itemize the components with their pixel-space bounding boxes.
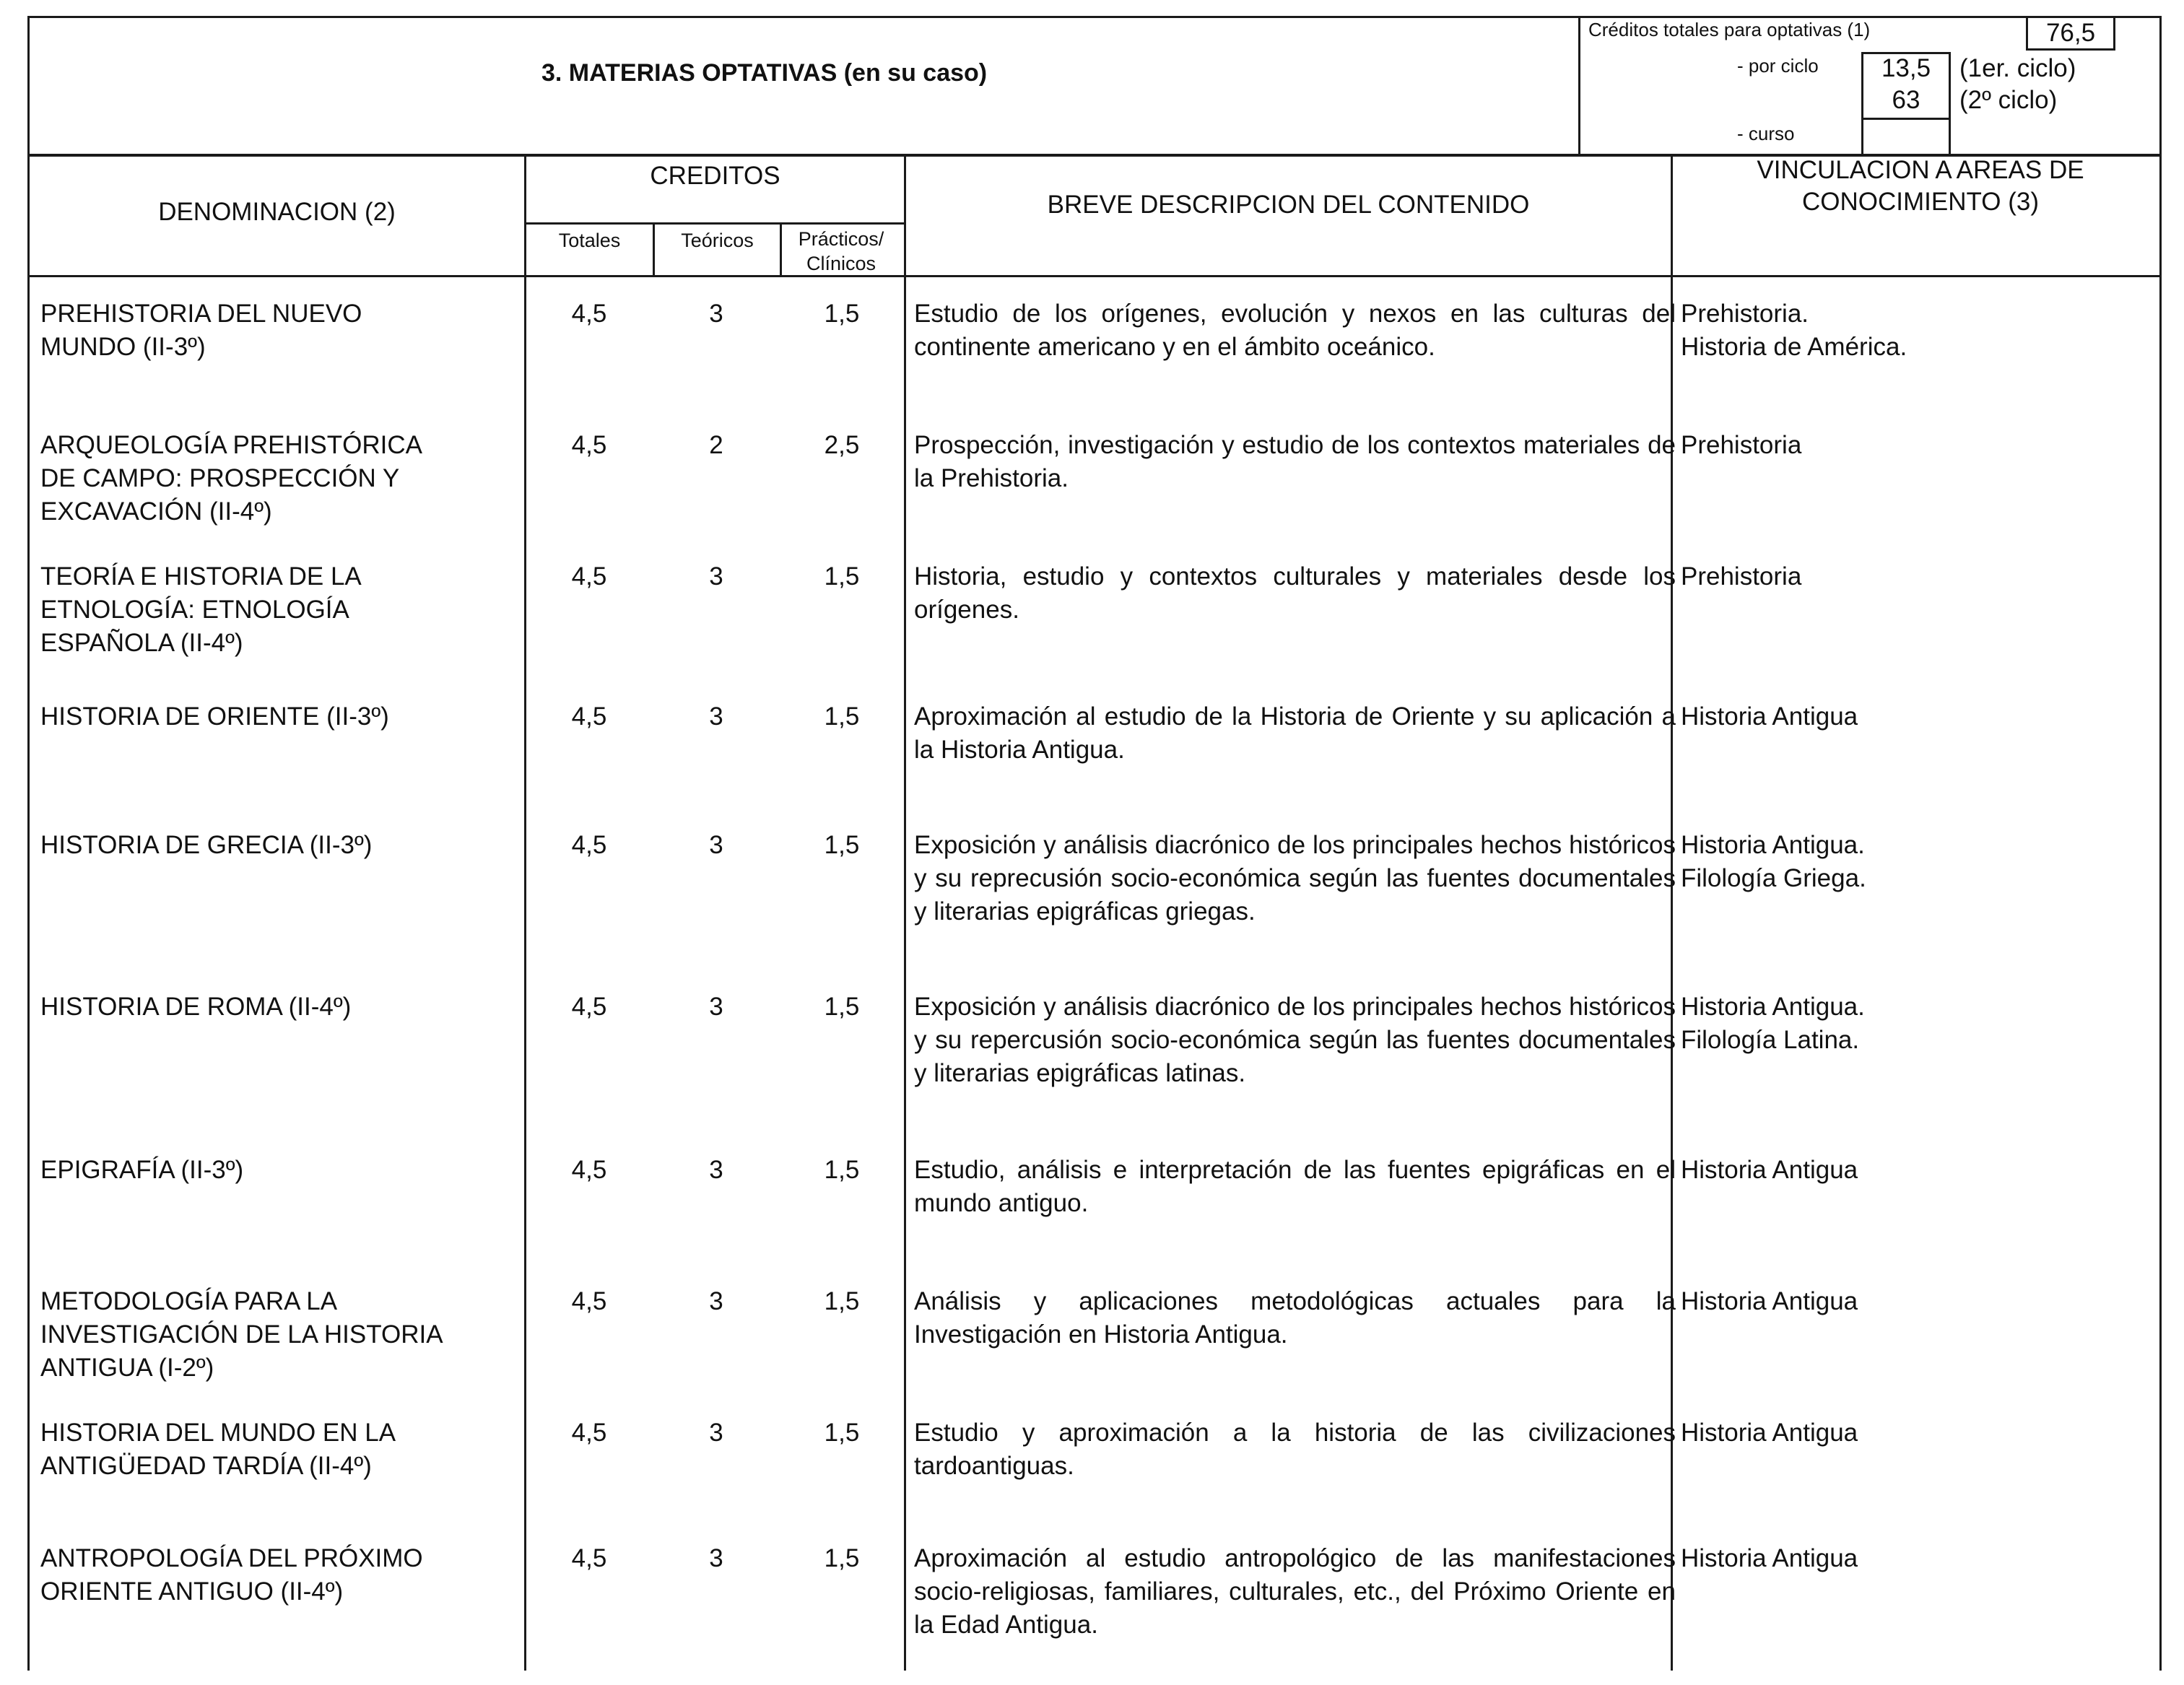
knowledge-areas: Prehistoria (1681, 431, 1802, 459)
subject-name: ANTROPOLOGÍA DEL PRÓXIMO ORIENTE ANTIGUO (II-4º) (40, 1544, 423, 1606)
knowledge-areas: Historia Antigua. Filología Latina. (1681, 993, 1865, 1054)
credits-practicos: 1,5 (824, 831, 860, 859)
credits-teoricos: 2 (709, 431, 723, 459)
credits-totales: 4,5 (571, 1156, 607, 1184)
credits-totales: 4,5 (571, 1544, 607, 1572)
subject-name: METODOLOGÍA PARA LA INVESTIGACIÓN DE LA HISTORIA ANTIGUA (I-2º) (40, 1287, 443, 1382)
credits-practicos: 1,5 (824, 1156, 860, 1184)
credits-total-label: Créditos totales para optativas (1) (1588, 19, 1871, 40)
subject-name: PREHISTORIA DEL NUEVO MUNDO (II-3º) (40, 300, 362, 361)
body-divider-1 (524, 277, 526, 1671)
credits-practicos: 1,5 (824, 1287, 860, 1315)
credits-teoricos: 3 (709, 1419, 723, 1447)
ciclo2-label: (2º ciclo) (1959, 86, 2058, 114)
curso-label: - curso (1737, 123, 1795, 144)
credits-totales: 4,5 (571, 431, 607, 459)
knowledge-areas: Prehistoria (1681, 562, 1802, 591)
knowledge-areas: Historia Antigua (1681, 1544, 1858, 1572)
subject-description: Estudio y aproximación a la historia de las civilizaciones tardoantiguas. (914, 1419, 1676, 1480)
por-ciclo-label: - por ciclo (1737, 55, 1819, 77)
credits-totales: 4,5 (571, 1287, 607, 1315)
body-divider-right (2159, 277, 2162, 1671)
col-teoricos: Teóricos (681, 230, 754, 251)
subject-description: Prospección, investigación y estudio de los contextos materiales de la Prehistoria. (914, 431, 1676, 492)
knowledge-areas: Historia Antigua (1681, 1419, 1858, 1447)
credits-totales: 4,5 (571, 993, 607, 1021)
credits-teoricos: 3 (709, 1544, 723, 1572)
credits-practicos: 1,5 (824, 993, 860, 1021)
knowledge-areas: Prehistoria. Historia de América. (1681, 300, 1907, 361)
credits-practicos: 2,5 (824, 431, 860, 459)
subject-description: Exposición y análisis diacrónico de los principales hechos históricos y su reprecusión socio-económica según las fuentes documentales y literarias epigráficas griegas. (914, 831, 1676, 926)
credits-practicos: 1,5 (824, 1419, 860, 1447)
subject-name: EPIGRAFÍA (II-3º) (40, 1156, 244, 1184)
credits-practicos: 1,5 (824, 300, 860, 328)
subject-name: HISTORIA DE GRECIA (II-3º) (40, 831, 373, 859)
col-descripcion: BREVE DESCRIPCION DEL CONTENIDO (1047, 191, 1530, 219)
col-creditos: CREDITOS (650, 162, 780, 190)
knowledge-areas: Historia Antigua (1681, 1156, 1858, 1184)
subject-description: Análisis y aplicaciones metodológicas actuales para la Investigación en Historia Antigua. (914, 1287, 1676, 1349)
credits-totales: 4,5 (571, 702, 607, 731)
creditos-sub-divider-2 (780, 222, 782, 277)
ciclo1-value: 13,5 (1881, 54, 1931, 82)
col-practicos: Prácticos/ Clínicos (798, 228, 884, 274)
credits-totales: 4,5 (571, 562, 607, 591)
credits-teoricos: 3 (709, 702, 723, 731)
knowledge-areas: Historia Antigua (1681, 1287, 1858, 1315)
credits-totales: 4,5 (571, 1419, 607, 1447)
page-title: 3. MATERIAS OPTATIVAS (en su caso) (541, 59, 988, 87)
ciclo2-value: 63 (1892, 86, 1920, 114)
body-divider-2 (904, 277, 906, 1671)
ciclo-box-divider (1861, 118, 1951, 120)
subject-description: Aproximación al estudio antropológico de las manifestaciones socio-religiosas, familiares, culturales, etc., del Próximo Oriente en la Edad Antigua. (914, 1544, 1676, 1639)
subject-description: Exposición y análisis diacrónico de los principales hechos históricos y su repercusión socio-económica según las fuentes documentales y literarias epigráficas latinas. (914, 993, 1676, 1087)
subject-description: Aproximación al estudio de la Historia de Oriente y su aplicación a la Historia Antigua. (914, 702, 1676, 764)
credits-teoricos: 3 (709, 1287, 723, 1315)
subject-name: HISTORIA DE ORIENTE (II-3º) (40, 702, 389, 731)
credits-practicos: 1,5 (824, 562, 860, 591)
knowledge-areas: Historia Antigua (1681, 702, 1858, 731)
subject-name: HISTORIA DE ROMA (II-4º) (40, 993, 352, 1021)
subject-name: ARQUEOLOGÍA PREHISTÓRICA DE CAMPO: PROSPECCIÓN Y EXCAVACIÓN (II-4º) (40, 431, 422, 526)
col-denominacion: DENOMINACION (2) (158, 198, 396, 226)
creditos-subdivider (524, 222, 904, 225)
title-divider (1578, 16, 1580, 156)
credits-teoricos: 3 (709, 562, 723, 591)
ciclo1-label: (1er. ciclo) (1959, 54, 2076, 82)
credits-totales: 4,5 (571, 300, 607, 328)
subject-description: Historia, estudio y contextos culturales y materiales desde los orígenes. (914, 562, 1676, 624)
credits-teoricos: 3 (709, 993, 723, 1021)
credits-total-value: 76,5 (2026, 16, 2115, 51)
subject-description: Estudio de los orígenes, evolución y nexos en las culturas del continente americano y en el ámbito oceánico. (914, 300, 1676, 361)
subject-description: Estudio, análisis e interpretación de las fuentes epigráficas en el mundo antiguo. (914, 1156, 1676, 1217)
header-divider-3 (1671, 154, 1673, 277)
col-vinculacion: VINCULACION A AREAS DE CONOCIMIENTO (3) (1757, 156, 2084, 216)
subject-name: HISTORIA DEL MUNDO EN LA ANTIGÜEDAD TARDÍA (II-4º) (40, 1419, 396, 1480)
subject-name: TEORÍA E HISTORIA DE LA ETNOLOGÍA: ETNOLOGÍA ESPAÑOLA (II-4º) (40, 562, 362, 657)
body-divider-left (27, 277, 30, 1671)
credits-teoricos: 3 (709, 1156, 723, 1184)
credits-practicos: 1,5 (824, 702, 860, 731)
credits-practicos: 1,5 (824, 1544, 860, 1572)
col-totales: Totales (558, 230, 621, 251)
credits-teoricos: 3 (709, 831, 723, 859)
knowledge-areas: Historia Antigua. Filología Griega. (1681, 831, 1866, 892)
credits-totales: 4,5 (571, 831, 607, 859)
credits-teoricos: 3 (709, 300, 723, 328)
